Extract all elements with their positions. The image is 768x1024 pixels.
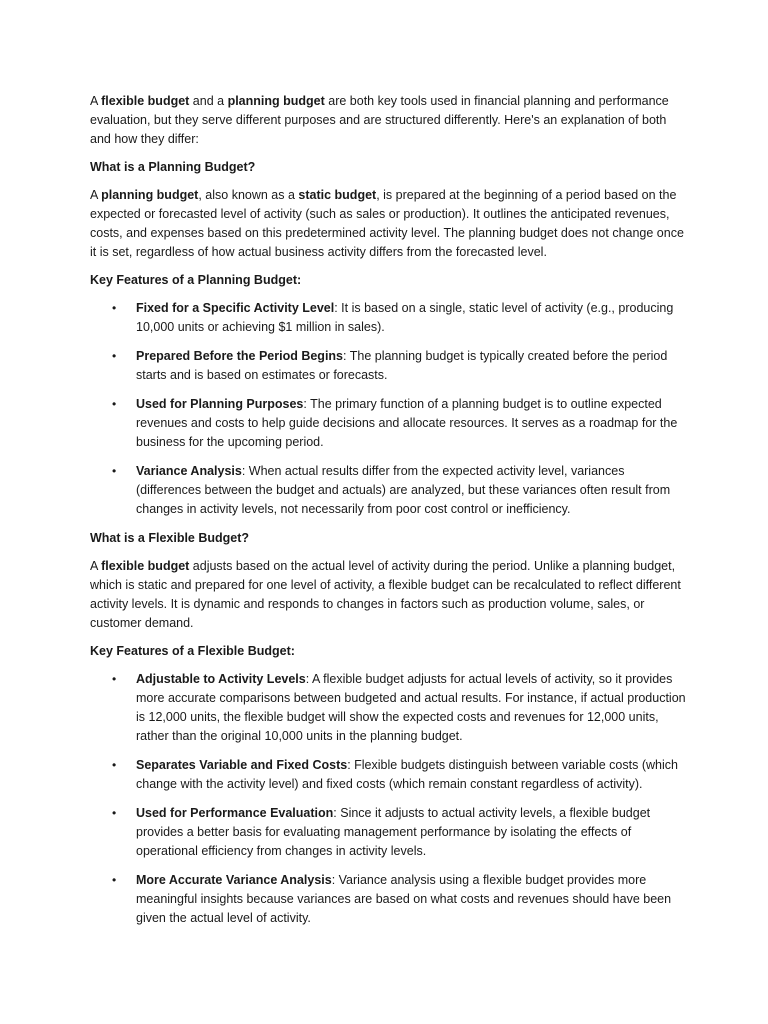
list-item: • Used for Planning Purposes: The primary function of a planning budget is to outline expected revenues and costs to help guide decisions and allocate resources. It serves as a roadmap for the business for the upcoming period.: [112, 397, 678, 449]
bullet-icon: •: [112, 349, 117, 363]
bullet-icon: •: [112, 672, 117, 686]
bullet-icon: •: [112, 464, 117, 478]
bullet-icon: •: [112, 301, 117, 315]
list-item: • More Accurate Variance Analysis: Variance analysis using a flexible budget provides more meaningful insights because variances are based on what costs and revenues should have been given the actual level of activity.: [112, 873, 672, 925]
bullet-icon: •: [112, 873, 117, 887]
flexible-features-list: [90, 670, 690, 928]
bullet-icon: •: [112, 397, 117, 411]
document-page: [90, 92, 690, 938]
list-item: • Separates Variable and Fixed Costs: Flexible budgets distinguish between variable costs (which change with the activity level) and fixed costs (which remain constant regardless of activity).: [112, 758, 678, 791]
flexible-heading: What is a Flexible Budget?: [90, 531, 250, 545]
flexible-paragraph: A flexible budget adjusts based on the actual level of activity during the period. Unlike a planning budget, which is static and prepared for one level of activity, a flexible budget can be recalculated to reflect different activity levels. It is dynamic and responds to changes in factors such as production volume, sales, or customer demand.: [90, 559, 681, 630]
flexible-features-heading: Key Features of a Flexible Budget:: [90, 644, 295, 658]
list-item: • Variance Analysis: When actual results differ from the expected activity level, variances (differences between the budget and actuals) are analyzed, but these variances often result from changes in activity levels, not necessarily from poor cost control or inefficiency.: [112, 464, 671, 516]
list-item: • Used for Performance Evaluation: Since it adjusts to actual activity levels, a flexible budget provides a better basis for evaluating management performance by isolating the effects of operational efficiency from changes in activity levels.: [112, 806, 651, 858]
bullet-icon: •: [112, 758, 117, 772]
bullet-icon: •: [112, 806, 117, 820]
planning-heading: What is a Planning Budget?: [90, 160, 256, 174]
list-item: • Adjustable to Activity Levels: A flexible budget adjusts for actual levels of activity, so it provides more accurate comparisons between budgeted and actual results. For instance, if actual production is 12,000 units, the flexible budget will show the expected costs and revenues for 12,000 units, rather than the original 10,000 units in the planning budget.: [112, 672, 686, 743]
list-item: • Prepared Before the Period Begins: The planning budget is typically created before the period starts and is based on estimates or forecasts.: [112, 349, 668, 382]
planning-paragraph: A planning budget, also known as a static budget, is prepared at the beginning of a period based on the expected or forecasted level of activity (such as sales or production). It outlines the anticipated revenues, costs, and expenses based on this predetermined activity level. The planning budget does not change once it is set, regardless of how actual business activity differs from the forecasted level.: [90, 188, 684, 259]
planning-features-list: [90, 299, 690, 519]
planning-features-heading: Key Features of a Planning Budget:: [90, 273, 302, 287]
list-item: • Fixed for a Specific Activity Level: It is based on a single, static level of activity (e.g., producing 10,000 units or achieving $1 million in sales).: [112, 301, 674, 334]
intro-paragraph: A flexible budget and a planning budget are both key tools used in financial planning and performance evaluation, but they serve different purposes and are structured differently. Here's an explanation of both and how they differ:: [90, 94, 669, 146]
